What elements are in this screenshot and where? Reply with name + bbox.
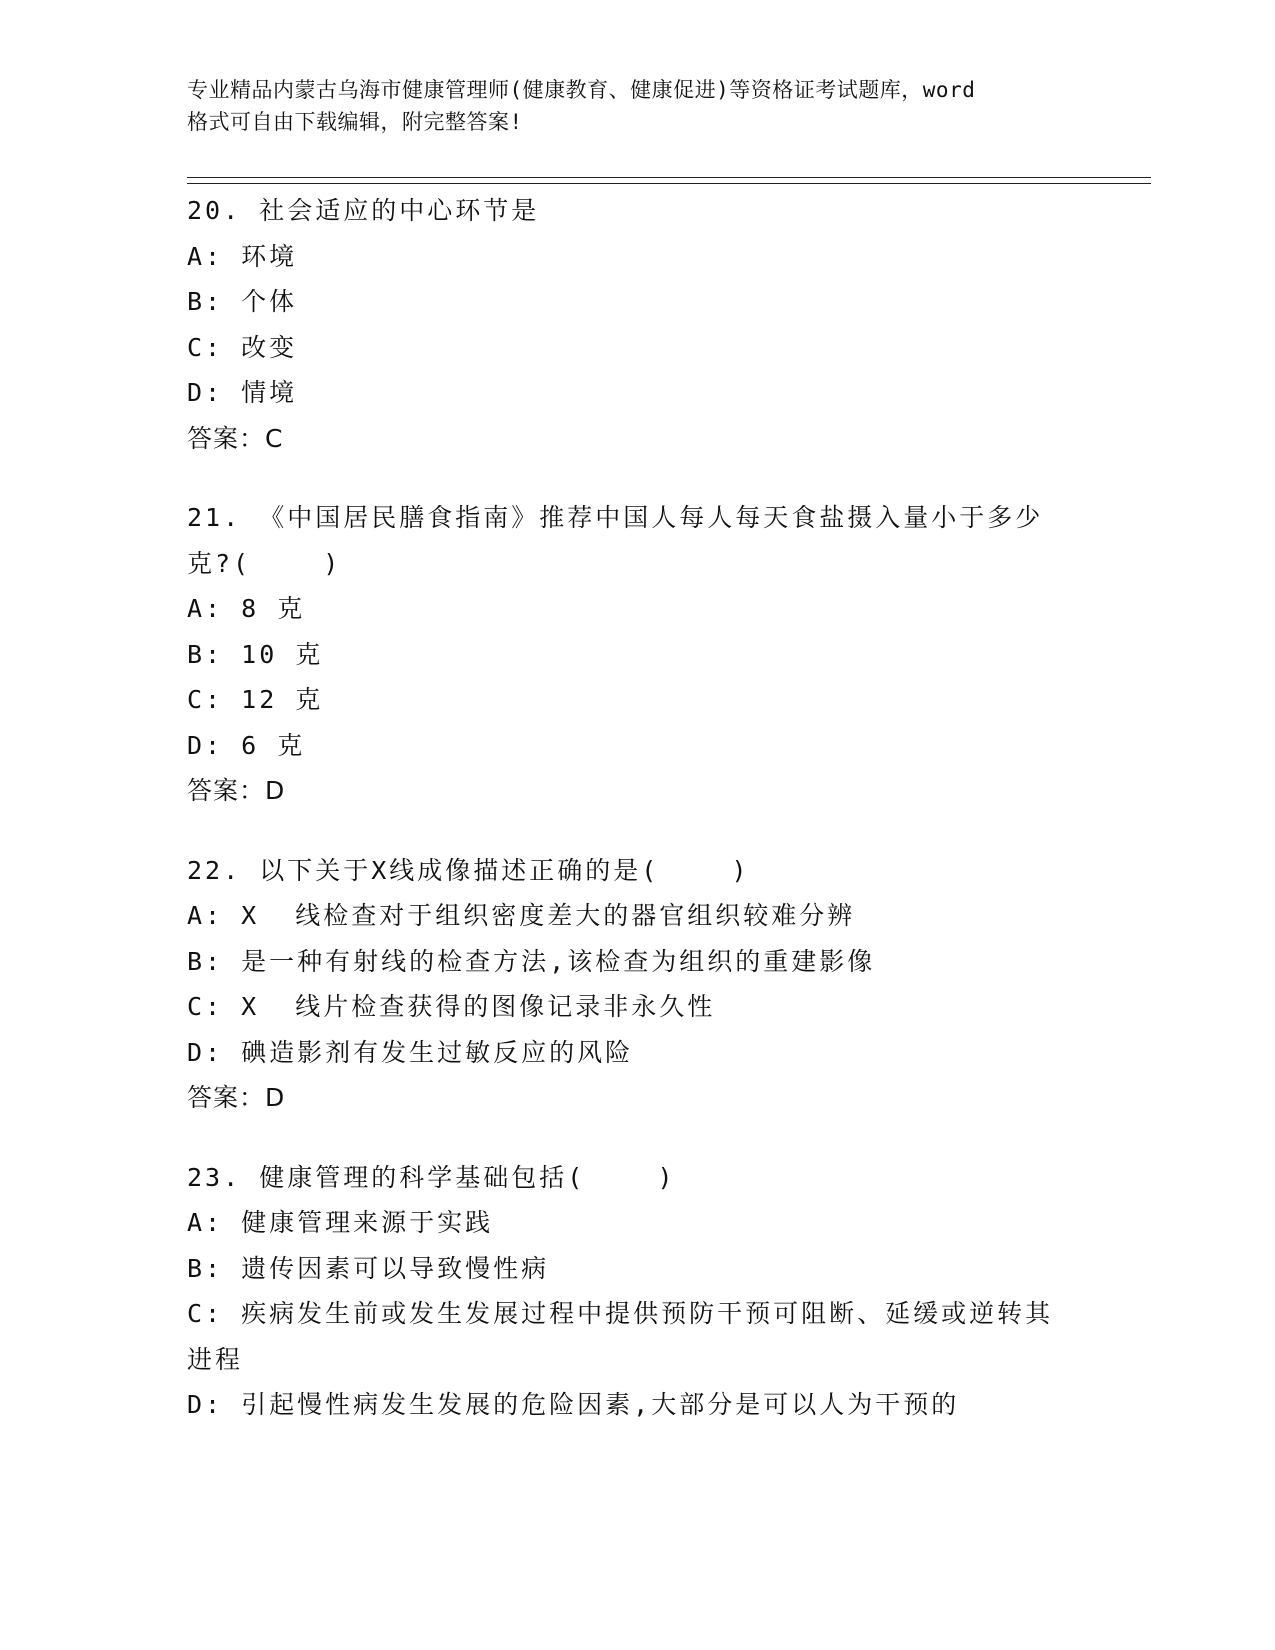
option-a: A: 8 克 <box>187 594 306 623</box>
option-a: A: 环境 <box>187 241 298 271</box>
option-a: A: X 线检查对于组织密度差大的器官组织较难分辨 <box>187 901 856 930</box>
question-stem-continued: 克?( ) <box>187 548 342 578</box>
document-header <box>187 74 1087 138</box>
header-line-1: 专业精品内蒙古乌海市健康管理师(健康教育、健康促进)等资格证考试题库，word <box>187 78 976 102</box>
option-d: D: 碘造影剂有发生过敏反应的风险 <box>187 1037 634 1067</box>
option-c: C: 改变 <box>187 332 298 362</box>
option-c: C: X 线片检查获得的图像记录非永久性 <box>187 992 716 1021</box>
option-d: D: 引起慢性病发生发展的危险因素,大部分是可以人为干预的 <box>187 1390 960 1419</box>
header-rule-top <box>187 177 1151 178</box>
answer-line: 答案：D <box>187 1083 286 1112</box>
option-c: C: 12 克 <box>187 685 324 714</box>
option-b: B: 个体 <box>187 287 298 316</box>
option-b: B: 遗传因素可以导致慢性病 <box>187 1253 550 1283</box>
option-c: C: 疾病发生前或发生发展过程中提供预防干预可阻断、延缓或逆转其 <box>187 1299 1054 1328</box>
answer-line: 答案：D <box>187 776 286 805</box>
question-stem: 22. 以下关于X线成像描述正确的是( ) <box>187 855 750 885</box>
option-c-continued: 进程 <box>187 1344 244 1374</box>
header-rule-bottom <box>187 183 1151 184</box>
question-item <box>187 848 1087 1121</box>
question-item <box>187 188 1087 461</box>
option-b: B: 10 克 <box>187 639 324 669</box>
question-stem: 23. 健康管理的科学基础包括( ) <box>187 1162 676 1192</box>
option-d: D: 6 克 <box>187 730 306 760</box>
answer-line: 答案：C <box>187 423 284 453</box>
option-a: A: 健康管理来源于实践 <box>187 1208 494 1237</box>
question-item <box>187 1155 1087 1428</box>
header-line-2: 格式可自由下载编辑，附完整答案! <box>187 110 523 134</box>
question-stem: 21. 《中国居民膳食指南》推荐中国人每人每天食盐摄入量小于多少 <box>187 503 1044 532</box>
question-list <box>187 188 1087 1462</box>
question-stem: 20. 社会适应的中心环节是 <box>187 196 540 225</box>
option-b: B: 是一种有射线的检查方法,该检查为组织的重建影像 <box>187 946 876 976</box>
option-d: D: 情境 <box>187 378 298 407</box>
question-item <box>187 495 1087 814</box>
